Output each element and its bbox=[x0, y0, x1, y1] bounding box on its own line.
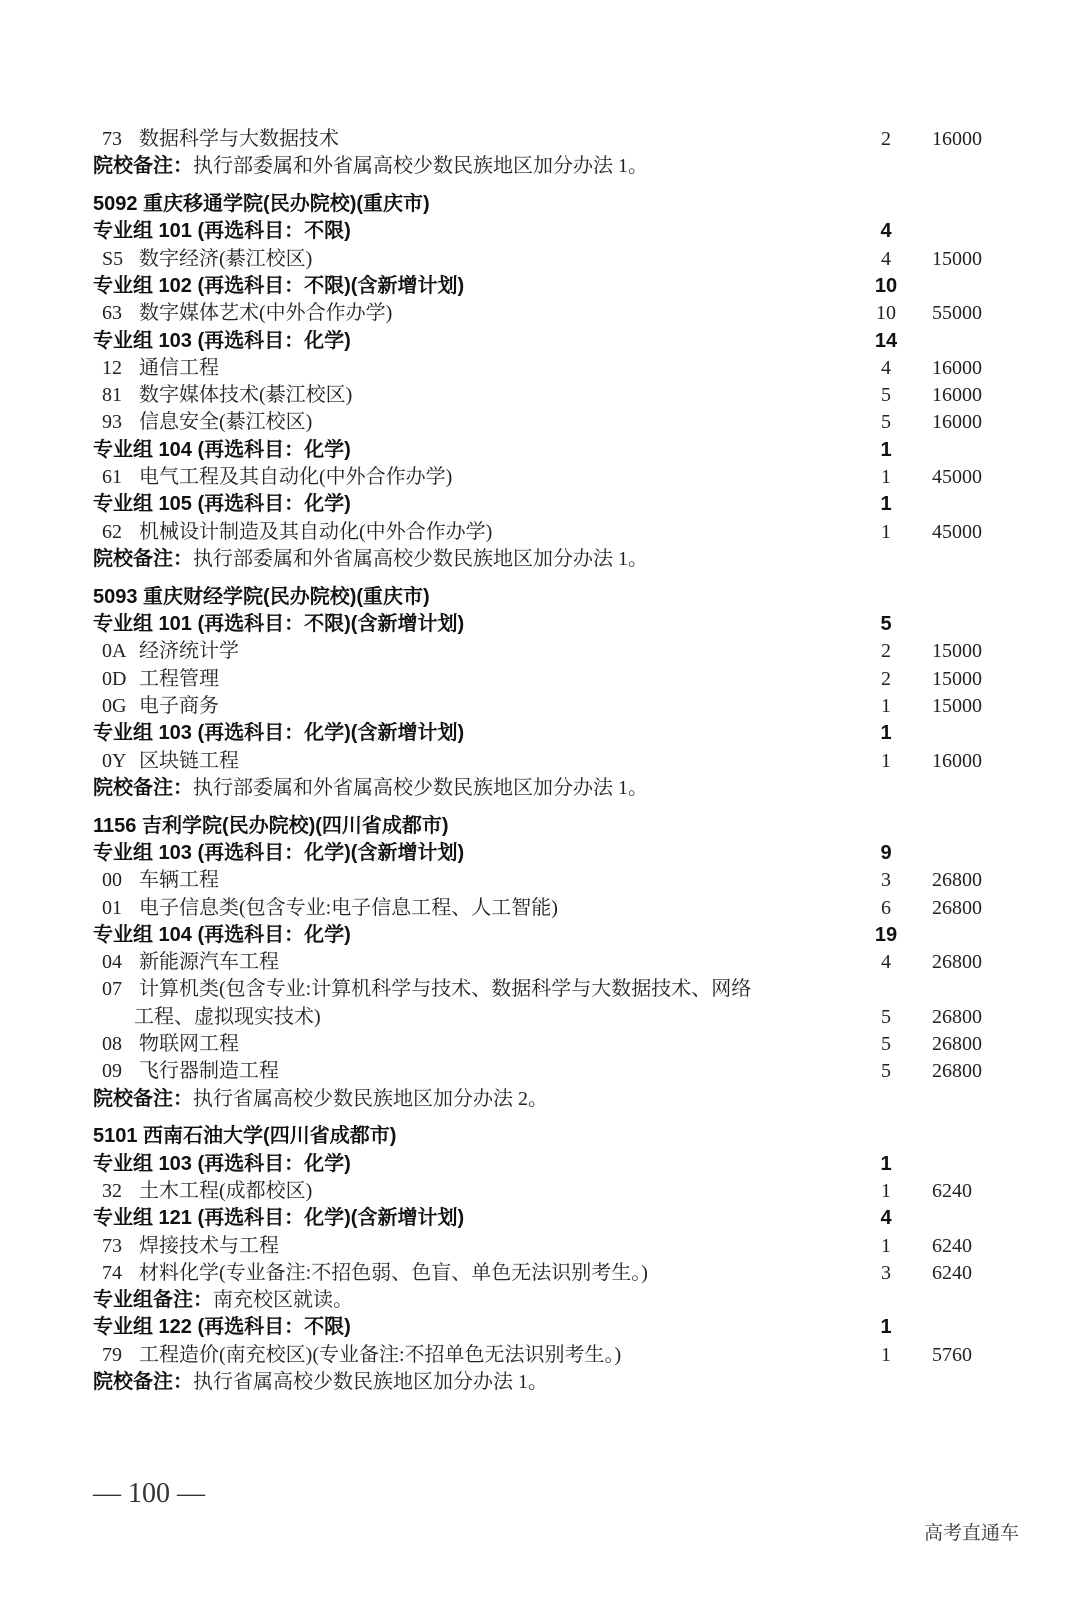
item-row bbox=[0, 409, 1080, 436]
remark-label: 专业组备注： bbox=[93, 1289, 213, 1312]
major-entry bbox=[102, 1233, 279, 1260]
item-row bbox=[0, 1178, 1080, 1205]
item-row bbox=[0, 126, 1080, 153]
major-code: 61 bbox=[102, 466, 122, 489]
major-code: 32 bbox=[102, 1179, 122, 1202]
group-title: 专业组 122 (再选科目：不限) bbox=[93, 1316, 351, 1339]
plan-count: 5 bbox=[881, 1005, 891, 1028]
major-name: 电子商务 bbox=[139, 694, 219, 717]
plan-count: 1 bbox=[881, 1234, 891, 1257]
tuition-fee: 6240 bbox=[932, 1234, 972, 1257]
remark-text: 执行省属高校少数民族地区加分办法 2。 bbox=[193, 1087, 548, 1110]
major-code: 62 bbox=[102, 520, 122, 543]
item-row bbox=[0, 519, 1080, 546]
major-code: 08 bbox=[102, 1033, 122, 1055]
school-row bbox=[0, 1123, 1080, 1150]
tuition-fee: 16000 bbox=[932, 749, 982, 772]
plan-count: 1 bbox=[881, 694, 891, 717]
major-code: S5 bbox=[102, 247, 124, 270]
major-name: 数据科学与大数据技术 bbox=[139, 128, 339, 150]
item-row bbox=[0, 976, 1080, 1003]
major-code: 00 bbox=[102, 869, 122, 892]
major-entry bbox=[102, 519, 492, 546]
plan-count: 3 bbox=[881, 1261, 891, 1284]
major-entry bbox=[102, 246, 312, 273]
group-row bbox=[0, 273, 1080, 300]
plan-count: 1 bbox=[881, 1343, 891, 1366]
plan-count: 4 bbox=[880, 220, 892, 243]
major-name: 数字经济(綦江校区) bbox=[139, 247, 313, 270]
group-title: 专业组 104 (再选科目：化学) bbox=[93, 438, 351, 461]
remark-text: 南充校区就读。 bbox=[213, 1289, 353, 1312]
major-entry bbox=[102, 1260, 648, 1287]
item-row bbox=[0, 895, 1080, 922]
plan-count: 5 bbox=[881, 1033, 891, 1055]
major-code: 79 bbox=[102, 1343, 122, 1366]
item-row bbox=[0, 382, 1080, 409]
tuition-fee: 16000 bbox=[932, 384, 982, 407]
major-entry bbox=[102, 1342, 621, 1369]
major-name: 电气工程及其自动化(中外合作办学) bbox=[139, 466, 453, 489]
remark-label: 院校备注： bbox=[93, 155, 193, 178]
group-row bbox=[0, 437, 1080, 464]
school-row bbox=[0, 584, 1080, 611]
tuition-fee: 45000 bbox=[932, 466, 982, 489]
group-title: 专业组 104 (再选科目：化学) bbox=[93, 923, 351, 946]
tuition-fee: 26800 bbox=[932, 1033, 982, 1055]
group-title: 专业组 103 (再选科目：化学) bbox=[93, 1152, 351, 1175]
major-code: 07 bbox=[102, 978, 122, 1001]
remark bbox=[93, 546, 648, 573]
plan-count: 1 bbox=[881, 749, 891, 772]
item-row bbox=[0, 867, 1080, 894]
major-name: 焊接技术与工程 bbox=[139, 1234, 279, 1257]
group-title: 专业组 101 (再选科目：不限) bbox=[93, 220, 351, 243]
note-row bbox=[0, 1287, 1080, 1314]
major-name: 数字媒体技术(綦江校区) bbox=[139, 384, 353, 407]
group-row bbox=[0, 1314, 1080, 1341]
group-title: 专业组 105 (再选科目：化学) bbox=[93, 493, 351, 516]
plan-count: 1 bbox=[880, 1316, 892, 1339]
major-entry bbox=[102, 382, 352, 409]
item-row bbox=[0, 1260, 1080, 1287]
remark-text: 执行省属高校少数民族地区加分办法 1。 bbox=[193, 1371, 548, 1394]
remark-text: 执行部委属和外省属高校少数民族地区加分办法 1。 bbox=[193, 155, 648, 178]
major-entry bbox=[102, 1031, 239, 1058]
major-code: 01 bbox=[102, 896, 122, 919]
group-title: 专业组 103 (再选科目：化学)(含新增计划) bbox=[93, 841, 465, 864]
item-row bbox=[0, 748, 1080, 775]
remark bbox=[93, 153, 648, 180]
tuition-fee: 26800 bbox=[932, 1005, 982, 1028]
remark bbox=[93, 1287, 353, 1314]
school-title: 5092 重庆移通学院(民办院校)(重庆市) bbox=[93, 193, 430, 216]
major-entry bbox=[102, 409, 312, 436]
major-name: 数字媒体艺术(中外合作办学) bbox=[139, 302, 393, 325]
item-row bbox=[0, 464, 1080, 491]
remark-label: 院校备注： bbox=[93, 547, 193, 570]
group-row bbox=[0, 922, 1080, 949]
major-name: 新能源汽车工程 bbox=[139, 951, 279, 974]
plan-count: 1 bbox=[880, 438, 892, 461]
plan-count: 1 bbox=[881, 520, 891, 543]
plan-count: 3 bbox=[881, 869, 891, 892]
major-name: 信息安全(綦江校区) bbox=[139, 411, 313, 434]
major-entry bbox=[102, 949, 279, 976]
group-row bbox=[0, 840, 1080, 867]
plan-count: 10 bbox=[874, 274, 898, 297]
major-entry bbox=[102, 300, 392, 327]
major-entry bbox=[102, 1178, 312, 1205]
note-row bbox=[0, 1086, 1080, 1113]
plan-count: 5 bbox=[881, 411, 891, 434]
major-entry bbox=[102, 693, 219, 720]
major-entry bbox=[102, 976, 751, 1003]
note-row bbox=[0, 1369, 1080, 1396]
item-row bbox=[0, 638, 1080, 665]
group-row bbox=[0, 1151, 1080, 1178]
major-entry bbox=[102, 126, 339, 153]
group-title: 专业组 101 (再选科目：不限)(含新增计划) bbox=[93, 613, 465, 636]
remark-text: 执行部委属和外省属高校少数民族地区加分办法 1。 bbox=[193, 547, 648, 570]
plan-count: 4 bbox=[880, 1207, 892, 1230]
major-code: 93 bbox=[102, 411, 122, 434]
major-name: 区块链工程 bbox=[139, 749, 239, 772]
major-code: 0G bbox=[102, 694, 127, 717]
major-code: 0A bbox=[102, 640, 127, 663]
plan-count: 6 bbox=[881, 896, 891, 919]
major-code: 74 bbox=[102, 1261, 122, 1284]
tuition-fee: 26800 bbox=[932, 896, 982, 919]
plan-count: 5 bbox=[881, 1060, 891, 1083]
major-entry bbox=[102, 748, 239, 775]
plan-count: 1 bbox=[881, 1179, 891, 1202]
item-row bbox=[0, 693, 1080, 720]
plan-count: 4 bbox=[881, 247, 891, 270]
school-title: 5093 重庆财经学院(民办院校)(重庆市) bbox=[93, 585, 430, 608]
remark bbox=[93, 1369, 548, 1396]
major-entry bbox=[102, 638, 239, 665]
tuition-fee: 26800 bbox=[932, 869, 982, 892]
group-row bbox=[0, 328, 1080, 355]
item-row bbox=[0, 1342, 1080, 1369]
group-row bbox=[0, 611, 1080, 638]
item-row bbox=[0, 355, 1080, 382]
plan-count: 4 bbox=[881, 951, 891, 974]
major-name: 通信工程 bbox=[139, 356, 219, 379]
major-name: 计算机类(包含专业:计算机科学与技术、数据科学与大数据技术、网络 bbox=[139, 978, 752, 1001]
major-name: 飞行器制造工程 bbox=[139, 1060, 279, 1083]
major-entry bbox=[102, 355, 219, 382]
remark bbox=[93, 775, 648, 802]
note-row bbox=[0, 546, 1080, 573]
school-row bbox=[0, 813, 1080, 840]
school-title: 1156 吉利学院(民办院校)(四川省成都市) bbox=[93, 814, 449, 837]
major-entry bbox=[102, 464, 452, 491]
remark-label: 院校备注： bbox=[93, 1371, 193, 1394]
major-code: 09 bbox=[102, 1060, 122, 1083]
major-code: 0Y bbox=[102, 749, 127, 772]
group-title: 专业组 103 (再选科目：化学) bbox=[93, 329, 351, 352]
remark-label: 院校备注： bbox=[93, 776, 193, 799]
major-name: 工程管理 bbox=[139, 667, 219, 690]
major-name: 机械设计制造及其自动化(中外合作办学) bbox=[139, 520, 493, 543]
major-name: 电子信息类(包含专业:电子信息工程、人工智能) bbox=[139, 896, 558, 919]
plan-count: 1 bbox=[880, 722, 892, 745]
plan-count: 2 bbox=[881, 128, 891, 150]
major-name: 经济统计学 bbox=[139, 640, 239, 663]
page-number: — 100 — bbox=[93, 1478, 205, 1509]
note-row bbox=[0, 775, 1080, 802]
tuition-fee: 6240 bbox=[932, 1179, 972, 1202]
major-name: 材料化学(专业备注:不招色弱、色盲、单色无法识别考生。) bbox=[139, 1261, 648, 1284]
item-row bbox=[0, 1031, 1080, 1058]
group-title: 专业组 103 (再选科目：化学)(含新增计划) bbox=[93, 722, 465, 745]
item-row bbox=[0, 949, 1080, 976]
cont-row bbox=[0, 1004, 1080, 1031]
major-code: 12 bbox=[102, 356, 122, 379]
tuition-fee: 5760 bbox=[932, 1343, 972, 1366]
group-row bbox=[0, 218, 1080, 245]
major-entry bbox=[102, 895, 558, 922]
plan-count: 1 bbox=[881, 466, 891, 489]
major-code: 81 bbox=[102, 384, 122, 407]
major-name: 车辆工程 bbox=[139, 869, 219, 892]
item-row bbox=[0, 300, 1080, 327]
plan-count: 5 bbox=[881, 384, 891, 407]
plan-count: 4 bbox=[881, 356, 891, 379]
major-code: 73 bbox=[102, 128, 122, 150]
item-row bbox=[0, 1233, 1080, 1260]
major-code: 0D bbox=[102, 667, 127, 690]
major-name: 物联网工程 bbox=[139, 1033, 239, 1055]
school-row bbox=[0, 191, 1080, 218]
major-entry bbox=[102, 867, 219, 894]
plan-count: 10 bbox=[876, 302, 896, 325]
remark bbox=[93, 1086, 548, 1113]
major-code: 04 bbox=[102, 951, 122, 974]
plan-count: 2 bbox=[881, 640, 891, 663]
major-entry bbox=[102, 1058, 279, 1085]
major-name-continued: 工程、虚拟现实技术) bbox=[134, 1005, 321, 1028]
major-name: 土木工程(成都校区) bbox=[139, 1179, 313, 1202]
group-row bbox=[0, 491, 1080, 518]
item-row bbox=[0, 666, 1080, 693]
major-entry bbox=[102, 666, 219, 693]
admission-plan-list bbox=[0, 126, 1080, 1396]
major-code: 63 bbox=[102, 302, 122, 325]
remark-label: 院校备注： bbox=[93, 1087, 193, 1110]
note-row bbox=[0, 153, 1080, 180]
plan-count: 14 bbox=[874, 329, 898, 352]
tuition-fee: 45000 bbox=[932, 520, 982, 543]
tuition-fee: 16000 bbox=[932, 411, 982, 434]
item-row bbox=[0, 1058, 1080, 1085]
plan-count: 5 bbox=[880, 613, 892, 636]
remark-text: 执行部委属和外省属高校少数民族地区加分办法 1。 bbox=[193, 776, 648, 799]
plan-count: 1 bbox=[880, 493, 892, 516]
group-row bbox=[0, 1205, 1080, 1232]
plan-count: 1 bbox=[880, 1152, 892, 1175]
tuition-fee: 16000 bbox=[932, 356, 982, 379]
tuition-fee: 6240 bbox=[932, 1261, 972, 1284]
tuition-fee: 26800 bbox=[932, 1060, 982, 1083]
plan-count: 9 bbox=[880, 841, 892, 864]
item-row bbox=[0, 246, 1080, 273]
school-title: 5101 西南石油大学(四川省成都市) bbox=[93, 1125, 397, 1148]
group-title: 专业组 102 (再选科目：不限)(含新增计划) bbox=[93, 274, 465, 297]
group-title: 专业组 121 (再选科目：化学)(含新增计划) bbox=[93, 1207, 465, 1230]
tuition-fee: 15000 bbox=[932, 247, 982, 270]
tuition-fee: 15000 bbox=[932, 640, 982, 663]
plan-count: 2 bbox=[881, 667, 891, 690]
tuition-fee: 55000 bbox=[932, 302, 982, 325]
plan-count: 19 bbox=[874, 923, 898, 946]
tuition-fee: 15000 bbox=[932, 667, 982, 690]
watermark: 高考直通车 bbox=[924, 1522, 1020, 1544]
tuition-fee: 16000 bbox=[932, 128, 982, 150]
tuition-fee: 26800 bbox=[932, 951, 982, 974]
group-row bbox=[0, 720, 1080, 747]
tuition-fee: 15000 bbox=[932, 694, 982, 717]
major-name: 工程造价(南充校区)(专业备注:不招单色无法识别考生。) bbox=[139, 1343, 622, 1366]
major-code: 73 bbox=[102, 1234, 122, 1257]
